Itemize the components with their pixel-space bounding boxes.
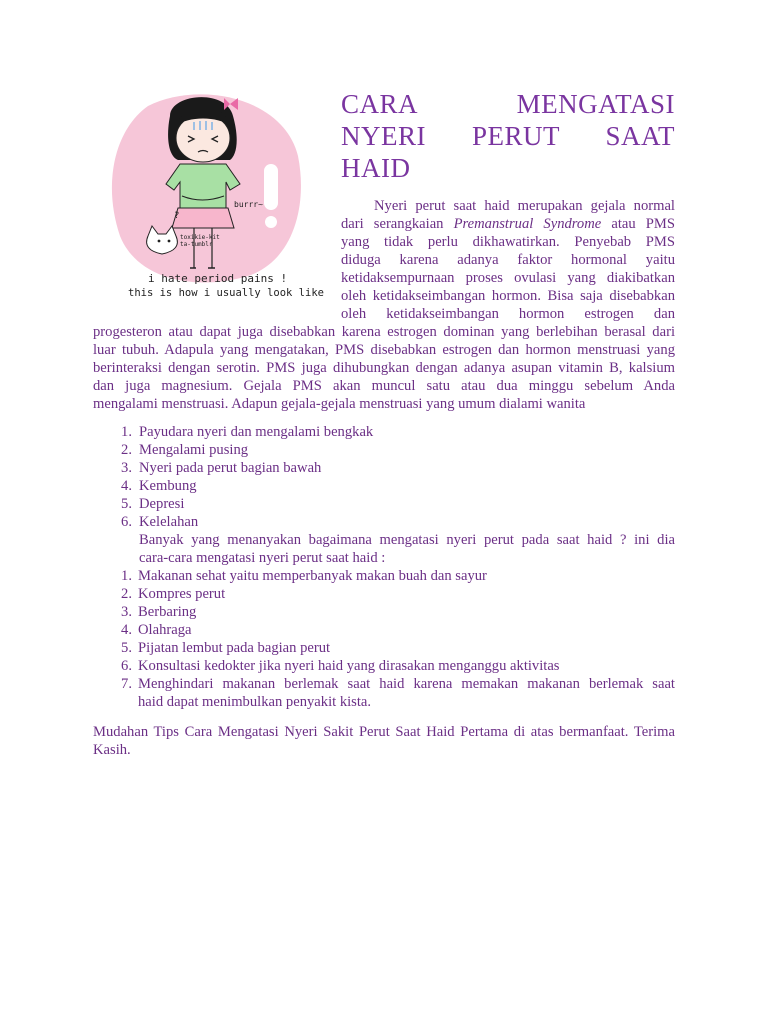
intro-line: luar tubuh. Adapula yang mengatakan, PMS disebabkan estrogen dan hormon menstruasi yang xyxy=(93,342,675,358)
list-item: 1. Makanan sehat yaitu memperbanyak makan buah dan sayur xyxy=(121,568,487,584)
intro-line: oleh ketidakseimbangan hormon. Bisa saja disebabkan xyxy=(341,288,675,304)
intro-line: oleh ketidakseimbangan hormon estrogen dan xyxy=(341,306,675,322)
list-item: 4. Kembung xyxy=(121,478,197,494)
intro-line: mengalami menstruasi. Adapun gejala-gejala menstruasi yang umum dialami wanita xyxy=(93,396,586,412)
list-item: 5. Pijatan lembut pada bagian perut xyxy=(121,640,331,656)
period-pain-illustration xyxy=(108,86,324,302)
title-line: HAID xyxy=(341,153,411,183)
list-item: 5. Depresi xyxy=(121,496,185,512)
transition-line: Banyak yang menanyakan bagaimana mengatasi nyeri perut pada saat haid ? ini dia xyxy=(139,532,675,548)
symptoms-list xyxy=(93,423,675,531)
remedies-list xyxy=(93,567,675,711)
closing-line: Mudahan Tips Cara Mengatasi Nyeri Sakit Perut Saat Haid Pertama di atas bermanfaat. Terima xyxy=(93,724,675,740)
closing-paragraph xyxy=(93,723,675,759)
list-item: 6. Kelelahan xyxy=(121,514,199,530)
svg-text:?: ? xyxy=(174,211,180,221)
closing-line: Kasih. xyxy=(93,742,131,758)
intro-line: dari serangkaian Premanstrual Syndrome atau PMS xyxy=(341,216,675,232)
intro-line: berinteraksi dengan serotin. PMS juga dihubungkan dengan adanya asupan vitamin B, kalsium xyxy=(93,360,675,376)
intro-line: Nyeri perut saat haid merupakan gejala normal xyxy=(374,198,675,214)
list-item: 4. Olahraga xyxy=(121,622,192,638)
watermark-label: toxikie-kitta-tumblr xyxy=(180,234,220,248)
transition-line: cara-cara mengatasi nyeri perut saat haid : xyxy=(139,550,386,566)
intro-line: progesteron atau dapat juga disebabkan karena estrogen dominan yang berlebihan berasal dari xyxy=(93,324,675,340)
list-item: 7. Menghindari makanan berlemak saat haid karena memakan makanan berlemak saat haid dapat menimbulkan penyakit kista. xyxy=(121,676,675,710)
list-item: 3. Nyeri pada perut bagian bawah xyxy=(121,460,322,476)
title-line: CARA MENGATASI xyxy=(341,89,675,119)
intro-line: diduga karena adanya faktor hormonal yaitu xyxy=(341,252,675,268)
list-item: 6. Konsultasi kedokter jika nyeri haid yang dirasakan menganggu aktivitas xyxy=(121,658,560,674)
list-item: 2. Mengalami pusing xyxy=(121,442,249,458)
list-item: 2. Kompres perut xyxy=(121,586,226,602)
intro-paragraph-right xyxy=(341,197,675,323)
girl-illustration-icon xyxy=(108,86,308,302)
caption-line2: this is how i usually look like xyxy=(128,287,324,299)
caption-line1: i hate period pains ! xyxy=(148,272,288,285)
pms-term: Premanstrual Syndrome xyxy=(453,216,602,232)
intro-paragraph-full xyxy=(93,323,675,413)
list-item: 1. Payudara nyeri dan mengalami bengkak xyxy=(121,424,374,440)
intro-line: ketidaksempurnaan proses ovulasi yang diakibatkan xyxy=(341,270,675,286)
list-item: 3. Berbaring xyxy=(121,604,197,620)
intro-line: yang tidak perlu dikhawatirkan. Penyebab PMS xyxy=(341,234,675,250)
sound-label: burrr~ xyxy=(234,200,263,209)
transition-paragraph xyxy=(139,531,675,567)
intro-line: dan juga magnesium. Gejala PMS akan muncul satu atau dua minggu sebelum Anda xyxy=(93,378,675,394)
page-title xyxy=(341,88,675,184)
title-line: NYERI PERUT SAAT xyxy=(341,121,675,151)
